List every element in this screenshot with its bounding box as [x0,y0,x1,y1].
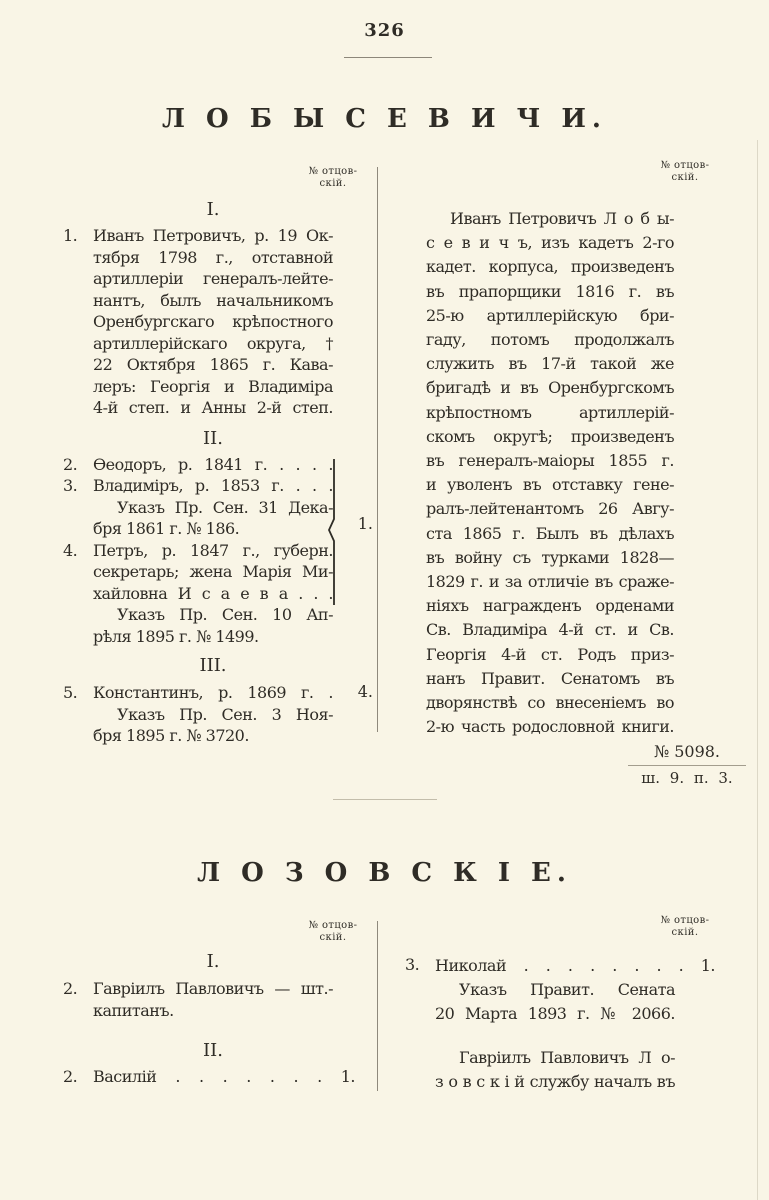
text-line: Иванъ Петровичъ Л о б ы- [450,209,674,228]
family1-right-column [426,207,674,739]
text-line: ніяхъ награжденъ орденами [426,596,674,616]
page-scan-edge [757,140,758,1200]
column-header-line: скій. [319,178,347,189]
family2-right-column [405,954,715,1094]
entry-number: 2. [63,1067,78,1086]
text-line: въ генералъ-маіоры 1855 г. [426,451,674,471]
entry-3 [63,475,333,540]
generation-heading-1: I. [206,199,220,220]
page-number: 326 [364,20,405,41]
text-line: бря 1861 г. № 186. [93,519,240,538]
entry-text [93,682,333,747]
text-line: секретарь; жена Марія Ми- [93,562,333,581]
family2-title: Л О З О В С К І Е. [197,858,572,888]
text-line: Николай . . . . . . . . 1. [435,956,715,975]
text-line: и уволенъ въ отставку гене- [426,475,674,495]
column-header-line: № отцов- [660,915,710,926]
text-line: Указъ Правит. Сената [459,980,675,999]
page-number-rule [344,57,432,58]
text-line: леръ: Георгія и Владиміра [93,376,333,396]
left-column-header [291,166,375,190]
case-reference-block [628,741,746,790]
family2-left-column [63,950,355,1088]
text-line: с е в и ч ъ, изъ кадетъ 2-го [426,233,674,253]
text-line: гаду, потомъ продолжалъ [426,330,674,350]
father-number: 4. [357,682,373,701]
text-line: Гавріилъ Павловичъ Л о- [459,1048,675,1067]
text-line: скомъ округѣ; произведенъ [426,426,674,446]
entry-text [93,1066,355,1088]
entry-5 [63,682,373,747]
case-number: № 5098. [628,741,746,766]
text-line: Константинъ, р. 1869 г. . [93,683,333,702]
text-line: служить въ 17-й такой же [426,354,674,374]
text-line: ралъ-лейтенантомъ 26 Авгу- [426,499,674,519]
generation-heading-3: III. [199,655,227,676]
entry-4 [63,540,333,648]
text-line: з о в с к і й службу началъ въ [435,1072,675,1091]
entry-number: 4. [63,540,78,560]
biography-paragraph [426,207,674,739]
text-line: 4-й степ. и Анны 2-й степ. [93,398,333,417]
entry-number: 3. [405,955,420,974]
entry-nikolay [405,954,715,1026]
column-header-line: № отцов- [308,920,358,931]
entry-gavriil [63,978,333,1021]
entry-vasiliy [63,1066,355,1088]
text-line: Гавріилъ Павловичъ — шт.- [93,979,333,998]
text-line: бригадѣ и въ Оренбургскомъ [426,378,674,398]
text-line: капитанъ. [93,1000,174,1020]
generation-heading-2: II. [203,1040,223,1061]
text-line: дворянствѣ со внесеніемъ во [426,693,674,713]
brace-icon [327,457,339,607]
text-line: 22 Октября 1865 г. Кава- [93,355,333,374]
text-line: 1829 г. и за отличіе въ сраже- [426,572,674,592]
section-divider [333,799,437,800]
father-number-column-rule [377,921,378,1091]
archive-shelf-mark: ш. 9. п. 3. [641,769,733,787]
text-line: Ѳеодоръ, р. 1841 г. . . . . [93,454,333,474]
text-line: Георгія 4-й ст. Родъ приз- [426,644,674,664]
entry-text [93,978,333,1021]
paragraph-text [435,1046,675,1094]
right-column-header [643,160,727,184]
entry-text [435,954,715,1026]
text-line: Владиміръ, р. 1853 г. . . . [93,476,333,495]
generation-heading-2: II. [203,427,223,449]
text-line: 25-ю артиллерійскую бри- [426,305,674,325]
column-header-line: скій. [319,932,347,943]
family1-title: Л О Б Ы С Е В И Ч И. [162,104,607,134]
text-line: Указъ Пр. Сен. 3 Ноя- [117,704,333,724]
text-line: въ прапорщики 1816 г. въ [426,281,674,301]
entry-number: 2. [63,454,78,474]
text-line: ста 1865 г. Былъ въ дѣлахъ [426,523,674,543]
text-line: 2-ю часть родословной книги. [426,717,674,737]
father-number-column-rule [377,167,378,732]
text-line: Указъ Пр. Сен. 31 Дека- [117,497,333,517]
text-line: Петръ, р. 1847 г., губерн. [93,540,333,560]
family1-left-column [63,198,373,747]
text-line: артиллеріи генералъ-лейте- [93,269,333,288]
entry-number: 2. [63,979,78,998]
text-line: нанъ Правит. Сенатомъ въ [426,668,674,688]
right-column-header [643,915,727,939]
generation-heading-1: I. [206,951,220,972]
entry-text [93,540,333,648]
entry-text [93,454,333,476]
text-line: нантъ, былъ начальникомъ [93,290,333,310]
father-number: 1. [357,513,373,533]
text-line: рѣля 1895 г. № 1499. [93,626,259,646]
text-line: 20 Марта 1893 г. № 2066. [435,1004,675,1023]
text-line: хайловна И с а е в а . . . [93,583,333,603]
text-line: въ войну съ турками 1828— [426,547,674,567]
text-line: тября 1798 г., отставной [93,247,333,267]
column-header-line: № отцов- [308,166,358,177]
text-line: Василій . . . . . . . 1. [93,1067,355,1086]
text-line: Св. Владиміра 4-й ст. и Св. [426,620,674,640]
generation2-group [63,454,373,648]
entry-text [93,475,333,540]
entry-2 [63,454,333,476]
text-line: крѣпостномъ артиллерій- [426,402,674,422]
text-line: Указъ Пр. Сен. 10 Ап- [117,605,333,624]
entry-number: 1. [63,226,78,245]
entry-number: 3. [63,476,78,495]
column-header-line: скій. [671,927,699,938]
entry-1 [63,225,333,419]
text-line: Оренбургскаго крѣпостного [93,312,333,331]
entry-text [93,225,333,419]
text-line: Иванъ Петровичъ, р. 19 Ок- [93,226,333,245]
left-column-header [291,920,375,944]
entry-number: 5. [63,683,78,702]
text-line: кадет. корпуса, произведенъ [426,257,674,277]
column-header-line: скій. [671,172,699,183]
text-line: бря 1895 г. № 3720. [93,726,249,745]
biography-paragraph [405,1046,675,1094]
text-line: артиллерійскаго округа, † [93,333,333,353]
column-header-line: № отцов- [660,160,710,171]
